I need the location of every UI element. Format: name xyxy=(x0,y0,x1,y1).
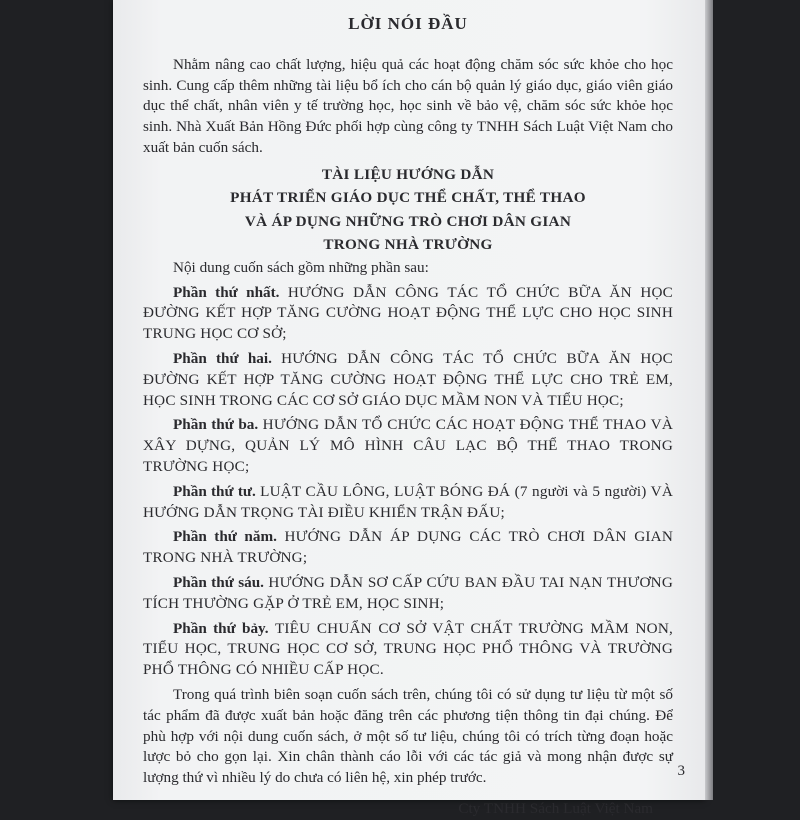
list-item xyxy=(143,349,673,411)
list-item xyxy=(143,283,673,345)
list-item xyxy=(143,482,673,524)
list-item xyxy=(143,573,673,615)
part-label: Phần thứ sáu. xyxy=(173,573,264,591)
part-text: HƯỚNG DẪN SƠ CẤP CỨU BAN ĐẦU TAI NẠN THƯƠNG TÍCH THƯỜNG GẶP Ở TRẺ EM, HỌC SINH; xyxy=(143,573,674,612)
book-title-block xyxy=(143,163,673,257)
part-label: Phần thứ ba. xyxy=(173,416,259,434)
part-text: HƯỚNG DẪN CÔNG TÁC TỔ CHỨC BỮA ĂN HỌC ĐƯỜNG KẾT HỢP TĂNG CƯỜNG HOẠT ĐỘNG THỂ LỰC CHO TRẺ EM, HỌC SINH TRONG CÁC CƠ SỞ GIÁO DỤC MẦM NON VÀ TIỂU HỌC; xyxy=(143,349,674,409)
page-content xyxy=(143,14,673,820)
list-item xyxy=(143,527,673,569)
part-text: LUẬT CẦU LÔNG, LUẬT BÓNG ĐÁ (7 người và 5 người) VÀ HƯỚNG DẪN TRỌNG TÀI ĐIỀU KHIỂN TRẬN ĐẤU; xyxy=(143,482,674,521)
part-text: HƯỚNG DẪN ÁP DỤNG CÁC TRÒ CHƠI DÂN GIAN TRONG NHÀ TRƯỜNG; xyxy=(143,528,674,567)
part-label: Phần thứ nhất. xyxy=(173,283,280,301)
publisher-signature: Cty TNHH Sách Luật Việt Nam xyxy=(458,799,653,817)
intro-paragraph: Nhằm nâng cao chất lượng, hiệu quả các hoạt động chăm sóc sức khỏe cho học sinh. Cung cấp thêm những tài liệu bổ ích cho cán bộ quản lý giáo dục, giáo viên giáo dục thể chất, nhân viên y tế trường học, học sinh về bảo vệ, chăm sóc sức khỏe học sinh. Nhà Xuất Bản Hồng Đức phối hợp cùng công ty TNHH Sách Luật Việt Nam cho xuất bản cuốn sách. xyxy=(143,55,673,156)
list-item xyxy=(143,415,673,477)
book-page xyxy=(113,0,705,817)
page-number: 3 xyxy=(677,763,685,779)
book-title-line-1: TÀI LIỆU HƯỚNG DẪN xyxy=(321,165,495,183)
part-label: Phần thứ tư. xyxy=(173,482,256,500)
book-title-line-2: PHÁT TRIỂN GIÁO DỤC THỂ CHẤT, THỂ THAO xyxy=(230,189,586,207)
part-label: Phần thứ bảy. xyxy=(173,619,269,637)
contents-intro: Nội dung cuốn sách gồm những phần sau: xyxy=(173,258,429,276)
parts-list xyxy=(143,283,673,681)
book-edge xyxy=(705,0,713,800)
book-title-line-4: TRONG NHÀ TRƯỜNG xyxy=(323,236,493,254)
list-item xyxy=(143,619,673,681)
part-text: HƯỚNG DẪN CÔNG TÁC TỔ CHỨC BỮA ĂN HỌC ĐƯỜNG KẾT HỢP TĂNG CƯỜNG HOẠT ĐỘNG THỂ LỰC CHO HỌC SINH TRUNG HỌC CƠ SỞ; xyxy=(143,283,674,343)
book-title-line-3: VÀ ÁP DỤNG NHỮNG TRÒ CHƠI DÂN GIAN xyxy=(244,212,572,230)
part-label: Phần thứ năm. xyxy=(173,528,277,546)
closing-paragraph: Trong quá trình biên soạn cuốn sách trên, chúng tôi có sử dụng tư liệu từ một số tác phẩm đã được xuất bản hoặc đăng trên các phương tiện thông tin đại chúng. Để phù hợp với nội dung cuốn sách, ở một số tư liệu, chúng tôi có trích từng đoạn hoặc lược bỏ cho gọn lại. Xin chân thành cáo lỗi với các tác giả và mong nhận được sự lượng thứ vì nhiều lý do chưa có liên hệ, xin phép trước. xyxy=(143,685,673,787)
part-label: Phần thứ hai. xyxy=(173,349,272,367)
page-heading: LỜI NÓI ĐẦU xyxy=(348,14,468,33)
part-text: HƯỚNG DẪN TỔ CHỨC CÁC HOẠT ĐỘNG THỂ THAO VÀ XÂY DỰNG, QUẢN LÝ MÔ HÌNH CÂU LẠC BỘ THỂ THAO TRONG TRƯỜNG HỌC; xyxy=(143,416,673,475)
part-text: TIÊU CHUẨN CƠ SỞ VẬT CHẤT TRƯỜNG MẦM NON, TIỂU HỌC, TRUNG HỌC CƠ SỞ, TRUNG HỌC PHỔ THÔNG VÀ TRƯỜNG PHỔ THÔNG CÓ NHIỀU CẤP HỌC. xyxy=(143,619,673,679)
